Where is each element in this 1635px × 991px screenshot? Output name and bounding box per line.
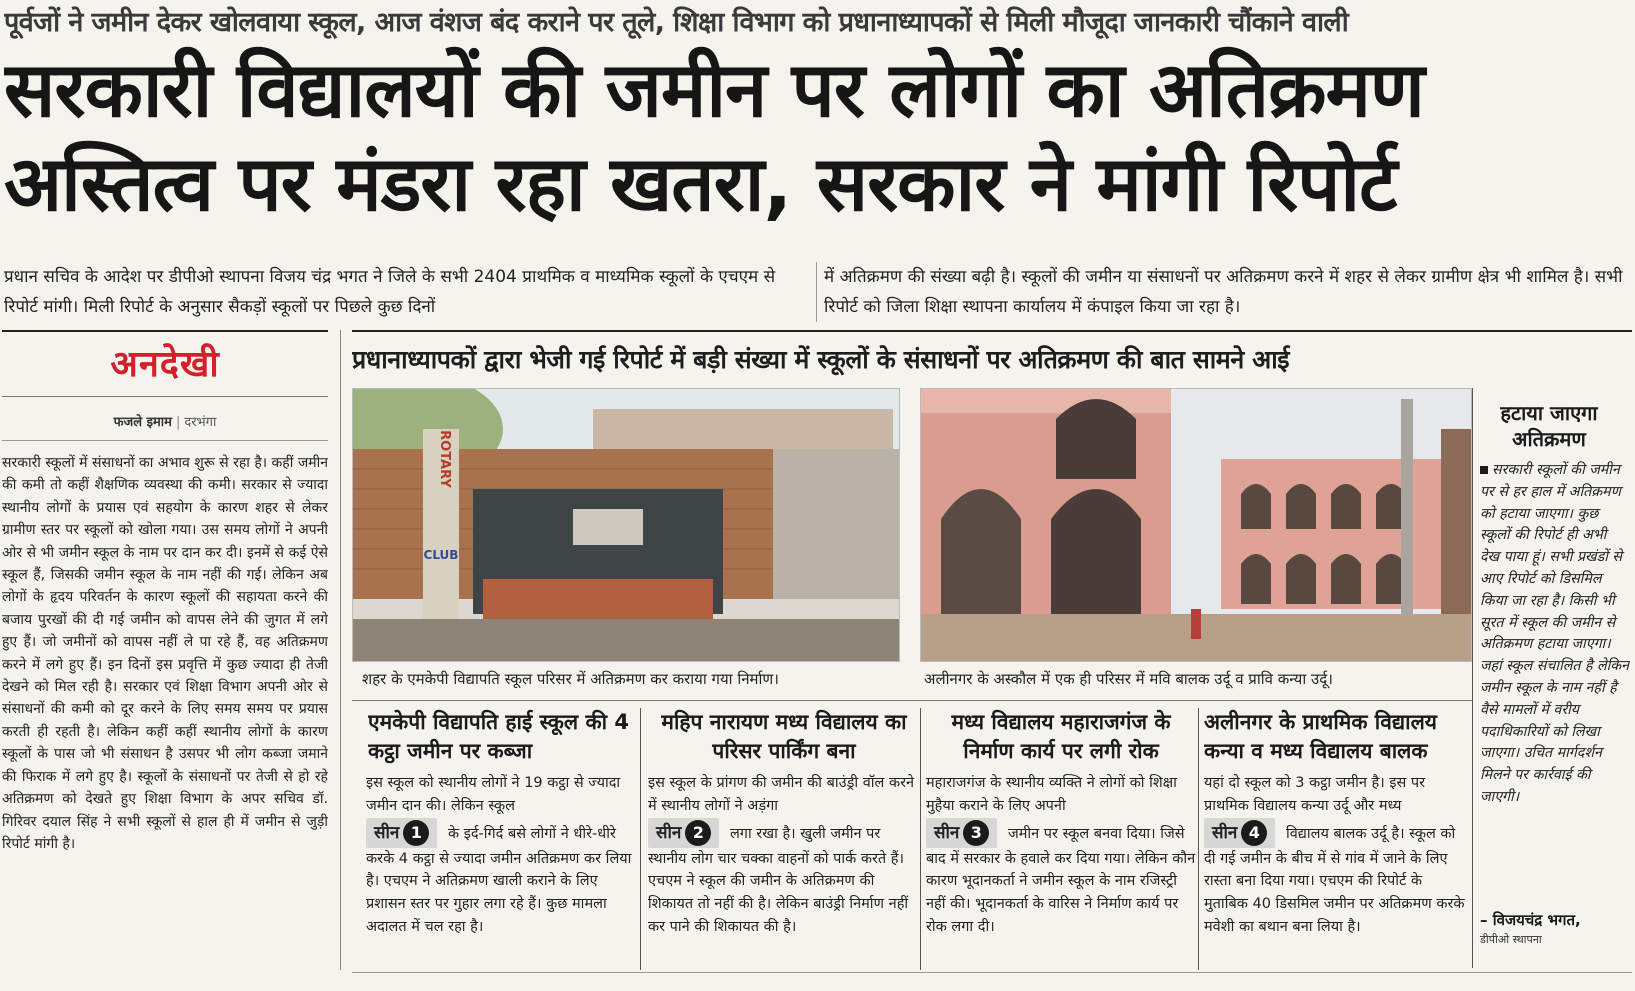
photo-2-illustration [921,389,1471,661]
svg-text:CLUB: CLUB [423,548,459,562]
svg-text:ROTARY: ROTARY [437,430,452,488]
story-3-text-after: जमीन पर स्कूल बनवा दिया। जिसे बाद में सरकार के हवाले कर दिया गया। लेकिन कौन कारण भूदानकर्ता ने जमीन स्कूल के नाम रजिस्ट्री नहीं की। भूदानकर्ता के वारिस ने निर्माण कार्य पर रोक लगा दी। [926,825,1196,935]
scene-2-badge [648,818,719,848]
scene-1-label: सीन [374,822,400,843]
story-4-text-after: विद्यालय बालक उर्दू है। स्कूल को दी गई जमीन के बीच में से गांव में जाने के लिए रास्ता बना दिया गया। एचएम की रिपोर्ट के मुताबिक 40 डिसमिल जमीन पर अतिक्रमण करके मवेशी का बथान बना लिया है। [1204,825,1465,935]
story-2-body [648,772,922,972]
column-divider [340,330,341,970]
byline-rule [2,440,328,441]
story-4-title: अलीनगर के प्राथमिक विद्यालय कन्या व मध्य विद्यालय बालक [1204,710,1437,763]
caption-rule [352,700,1472,701]
intro-right: में अतिक्रमण की संख्या बढ़ी है। स्कूलों की जमीन या संसाधनों पर अतिक्रमण करने में शहर से लेकर ग्रामीण क्षेत्र भी शामिल है। सभी रिपोर्ट को जिला शिक्षा स्थापना कार्यालय में कंपाइल किया जा रहा है। [824,267,1623,317]
story-divider-2 [920,708,921,970]
bottom-rule [352,972,1632,973]
story-divider-3 [1198,708,1199,970]
scene-1-number: 1 [403,820,429,846]
scene-2-label: सीन [656,822,682,843]
story-2-text-after: लगा रखा है। खुली जमीन पर स्थानीय लोग चार चक्का वाहनों को पार्क करते हैं। एचएम ने स्कूल की जमीन के अतिक्रमण की शिकायत तो नहीं की है। लेकिन बाउंड्री निर्माण नहीं कर पाने की शिकायत की है। [648,825,909,935]
kicker-headline: पूर्वजों ने जमीन देकर खोलवाया स्कूल, आज वंशज बंद कराने पर तूले, शिक्षा विभाग को प्रधानाध्यापकों से मिली मौजूदा जानकारी चौंकाने वाली [4,7,1349,38]
sidebar-bullet-icon [1480,466,1488,474]
photo-2-caption: अलीनगर के अस्कौल में एक ही परिसर में मवि बालक उर्दू व प्रावि कन्या उर्दू। [924,670,1333,688]
sidebar-signature: – विजयचंद्र भगत, [1480,911,1581,929]
scene-4-badge [1204,818,1275,848]
sidebar-divider [1472,388,1473,968]
scene-1-badge [366,818,437,848]
column-rule [2,396,328,397]
scene-2-number: 2 [685,820,711,846]
story-1-title: एमकेपी विद्यापति हाई स्कूल की 4 कट्ठा जमीन पर कब्जा [368,710,629,763]
intro-left: प्रधान सचिव के आदेश पर डीपीओ स्थापना विजय चंद्र भगत ने जिले के सभी 2404 प्राथमिक व माध्यमिक स्कूलों के एचएम से रिपोर्ट मांगी। मिली रिपोर्ट के अनुसार सैकड़ों स्कूलों पर पिछले कुछ दिनों [4,267,776,317]
sidebar-designation: डीपीओ स्थापना [1480,933,1542,946]
story-4-body [1204,772,1470,972]
story-3-body [926,772,1198,972]
photo-school-construction [352,388,900,662]
photo-1-caption: शहर के एमकेपी विद्यापति स्कूल परिसर में अतिक्रमण कर कराया गया निर्माण। [362,670,779,688]
story-3-title: मध्य विद्यालय महाराजगंज के निर्माण कार्य पर लगी रोक [951,710,1171,763]
byline [0,412,330,434]
story-1-body [366,772,638,972]
rule-right [352,330,1632,332]
story-divider-1 [640,708,641,970]
story-1-text-after: के इर्द-गिर्द बसे लोगों ने धीरे-धीरे करके 4 कट्ठा से ज्यादा जमीन अतिक्रमण कर लिया है। एचएम ने अतिक्रमण खाली कराने के लिए प्रशासन स्तर पर गुहार लगा रहे हैं। कुछ मामला अदालत में चल रहा है। [366,825,632,935]
scene-3-badge [926,818,997,848]
main-headline-line2: अस्तित्व पर मंडरा रहा खतरा, सरकार ने मांगी रिपोर्ट [4,140,1397,228]
byline-city: दरभंगा [184,415,217,430]
story-2-title: महिप नारायण मध्य विद्यालय का परिसर पार्किंग बना [661,710,907,763]
intro-divider [816,262,817,322]
column-logo: अनदेखी [110,343,220,385]
byline-separator: | [175,415,181,430]
story-2-text-before: इस स्कूल के प्रांगण की जमीन की बाउंड्री वॉल करने में स्थानीय लोगों ने अड़ंगा [648,775,915,814]
strap-headline: प्रधानाध्यापकों द्वारा भेजी गई रिपोर्ट में बड़ी संख्या में स्कूलों के संसाधनों पर अतिक्रमण की बात सामने आई [352,345,1290,374]
photo-aliganj-school [920,388,1472,662]
photo-1-illustration [353,389,899,661]
story-4-text-before: यहां दो स्कूल को 3 कट्ठा जमीन है। इस पर प्राथमिक विद्यालय कन्या उर्दू और मध्य [1204,775,1426,814]
sidebar-body [1480,460,1630,890]
scene-3-number: 3 [963,820,989,846]
story-1-text-before: इस स्कूल को स्थानीय लोगों ने 19 कट्ठा से ज्यादा जमीन दान की। लेकिन स्कूल [366,775,621,814]
scene-4-number: 4 [1241,820,1267,846]
scene-4-label: सीन [1212,822,1238,843]
story-3-text-before: महाराजगंज के स्थानीय व्यक्ति ने लोगों को शिक्षा मुहैया कराने के लिए अपनी [926,775,1177,814]
sidebar-text: सरकारी स्कूलों की जमीन पर से हर हाल में अतिक्रमण को हटाया जाएगा। कुछ स्कूलों की रिपोर्ट ही अभी देख पाया हूं। सभी प्रखंडों से आए रिपोर्ट को डिसमिल किया जा रहा है। किसी भी सूरत में स्कूल की जमीन से अतिक्रमण हटाया जाएगा। जहां स्कूल संचालित है लेकिन जमीन स्कूल के नाम नहीं है वैसे मामलों में वरीय पदाधिकारियों को लिखा जाएगा। उचित मार्गदर्शन मिलने पर कार्रवाई की जाएगी। [1480,462,1630,805]
rule-left [2,330,328,332]
byline-author: फजले इमाम [113,415,172,430]
column-body: सरकारी स्कूलों में संसाधनों का अभाव शुरू से रहा है। कहीं जमीन की कमी तो कहीं शैक्षणिक व्यवस्था की कमी। सरकार से ज्यादा स्थानीय लोगों के प्रयास एवं सहयोग के कारण शहर से लेकर ग्रामीण स्तर पर स्कूलों को खोला गया। उस समय लोगों ने अपनी ओर से भी जमीन स्कूल के नाम पर दान कर दी। इनमें से कई ऐसे स्कूल हैं, जिसकी जमीन स्कूल के नाम नहीं की गई। लेकिन अब लोगों के हृदय परिवर्तन के कारण स्कूलों की सहायता करने की बजाय पुरखों की दी गई जमीन को वापस लेने की जुगत में लगे हुए हैं। जो जमीनों को वापस नहीं ले पा रहे हैं, वह अतिक्रमण करने में लगे हुए हैं। इन दिनों इस प्रवृत्ति में कुछ ज्यादा ही तेजी देखने को मिल रही है। सरकार एवं शिक्षा विभाग अपनी ओर से संसाधनों की कमी को दूर करने के लिए समय समय पर प्रयास करती ही रहती है। लेकिन कहीं कहीं स्थानीय लोगों के कारण स्कूलों के पास जो भी संसाधन है उसपर भी लोग कब्जा जमाने की फिराक में लगे हुए है। स्कूलों के संसाधनों पर तेजी से हो रहे अतिक्रमण को देखते हुए शिक्षा विभाग के अपर सचिव डॉ. गिरिवर दयाल सिंह ने सभी स्कूलों से हाल ही में जमीन से जुड़ी रिपोर्ट मांगी है। [2,455,328,852]
main-headline-line1: सरकारी विद्यालयों की जमीन पर लोगों का अतिक्रमण [4,46,1424,134]
sidebar-title: हटाया जाएगा अतिक्रमण [1500,401,1598,451]
scene-3-label: सीन [934,822,960,843]
